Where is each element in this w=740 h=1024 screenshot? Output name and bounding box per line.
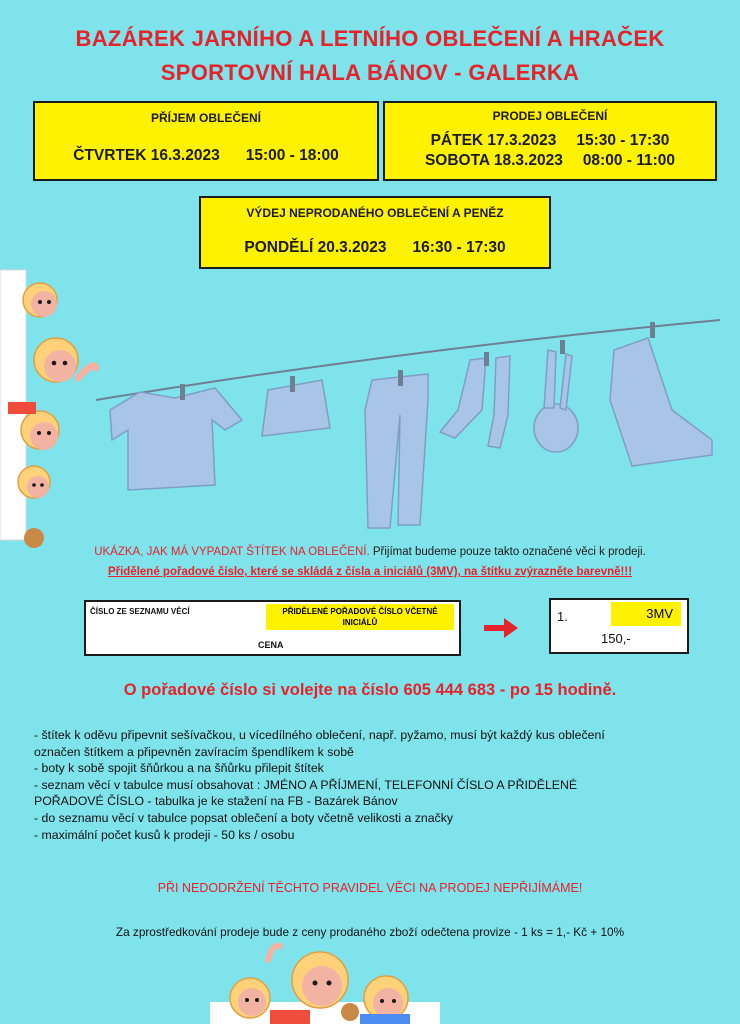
intake-title: PŘÍJEM OBLEČENÍ	[150, 111, 261, 125]
sale-box	[383, 101, 717, 181]
item-number-field: ČÍSLO ZE SEZNAMU VĚCÍ	[90, 607, 190, 616]
label-info-highlight: UKÁZKA, JAK MÁ VYPADAT ŠTÍTEK NA OBLEČENÍ.	[94, 546, 370, 558]
pickup-time: 16:30 - 17:30	[412, 239, 506, 256]
rules-list	[34, 727, 724, 843]
intake-day: ČTVRTEK 16.3.2023	[73, 147, 220, 164]
pickup-day: PONDĚLÍ 20.3.2023	[244, 239, 387, 256]
example-number: 1.	[557, 609, 568, 624]
sale-time: 15:30 - 17:30	[576, 132, 670, 149]
label-info-text: Přijímat budeme pouze takto označené věci k prodeji.	[369, 546, 646, 558]
arrow-right-icon	[484, 616, 518, 640]
clothesline-illustration	[0, 260, 740, 550]
assigned-number-field: PŘIDĚLENÉ POŘADOVÉ ČÍSLO VČETNĚ INICIÁLŮ	[266, 604, 454, 630]
hanging-clothes	[110, 338, 712, 528]
rule-line: - seznam věcí v tabulce musí obsahovat : JMÉNO A PŘÍJMENÍ, TELEFONNÍ ČÍSLO A PŘIDĚLENÉ	[34, 777, 578, 792]
sale-row	[385, 152, 715, 170]
phone-note: O pořadové číslo si volejte na číslo 605 444 683 - po 15 hodině.	[123, 681, 617, 699]
rule-line: - boty k sobě spojit šňůrkou a na šňůrku přilepit štítek	[34, 761, 324, 776]
rule-line: POŘADOVÉ ČÍSLO - tabulka je ke stažení na FB - Bazárek Bánov	[34, 794, 398, 809]
pickup-title: VÝDEJ NEPRODANÉHO OBLEČENÍ A PENĚZ	[246, 206, 504, 220]
intake-box	[33, 101, 379, 181]
sale-day: SOBOTA 18.3.2023	[424, 152, 563, 169]
label-info	[0, 546, 740, 558]
sale-row	[385, 132, 715, 150]
example-code: 3MV	[611, 602, 681, 626]
pickup-box	[199, 196, 551, 269]
children-bottom-illustration	[210, 940, 440, 1024]
rule-line: označen štítkem a připevněn zavíracím špendlíkem k sobě	[34, 744, 354, 759]
event-title: BAZÁREK JARNÍHO A LETNÍHO OBLEČENÍ A HRAČEK	[75, 26, 665, 51]
event-venue: SPORTOVNÍ HALA BÁNOV - GALERKA	[160, 60, 580, 85]
price-field: CENA	[258, 640, 284, 650]
intake-time: 15:00 - 18:00	[245, 147, 339, 164]
sale-title: PRODEJ OBLEČENÍ	[492, 109, 608, 123]
warning-note: PŘI NEDODRŽENÍ TĚCHTO PRAVIDEL VĚCI NA PRODEJ NEPŘIJÍMÁME!	[157, 881, 583, 895]
children-left-illustration	[0, 270, 96, 548]
sale-day: PÁTEK 17.3.2023	[430, 132, 557, 149]
example-price: 150,-	[601, 631, 631, 646]
rule-line: - do seznamu věcí v tabulce popsat oblečení a boty včetně velikosti a značky	[34, 810, 454, 825]
example-label	[549, 598, 689, 654]
rule-line: - maximální počet kusů k prodeji - 50 ks / osobu	[34, 827, 295, 842]
label-highlight-note: Přidělené pořadové číslo, které se skládá z čísla a iniciálů (3MV), na štítku zvýrazněte barevně!!!	[107, 566, 633, 578]
rule-line: - štítek k oděvu připevnit sešívačkou, u vícedílného oblečení, např. pyžamo, musí být každý kus oblečení	[34, 728, 605, 742]
commission-note: Za zprostředkování prodeje bude z ceny prodaného zboží odečtena provize - 1 ks = 1,- Kč + 10%	[115, 925, 625, 939]
template-label	[84, 600, 461, 656]
sale-time: 08:00 - 11:00	[582, 152, 676, 169]
